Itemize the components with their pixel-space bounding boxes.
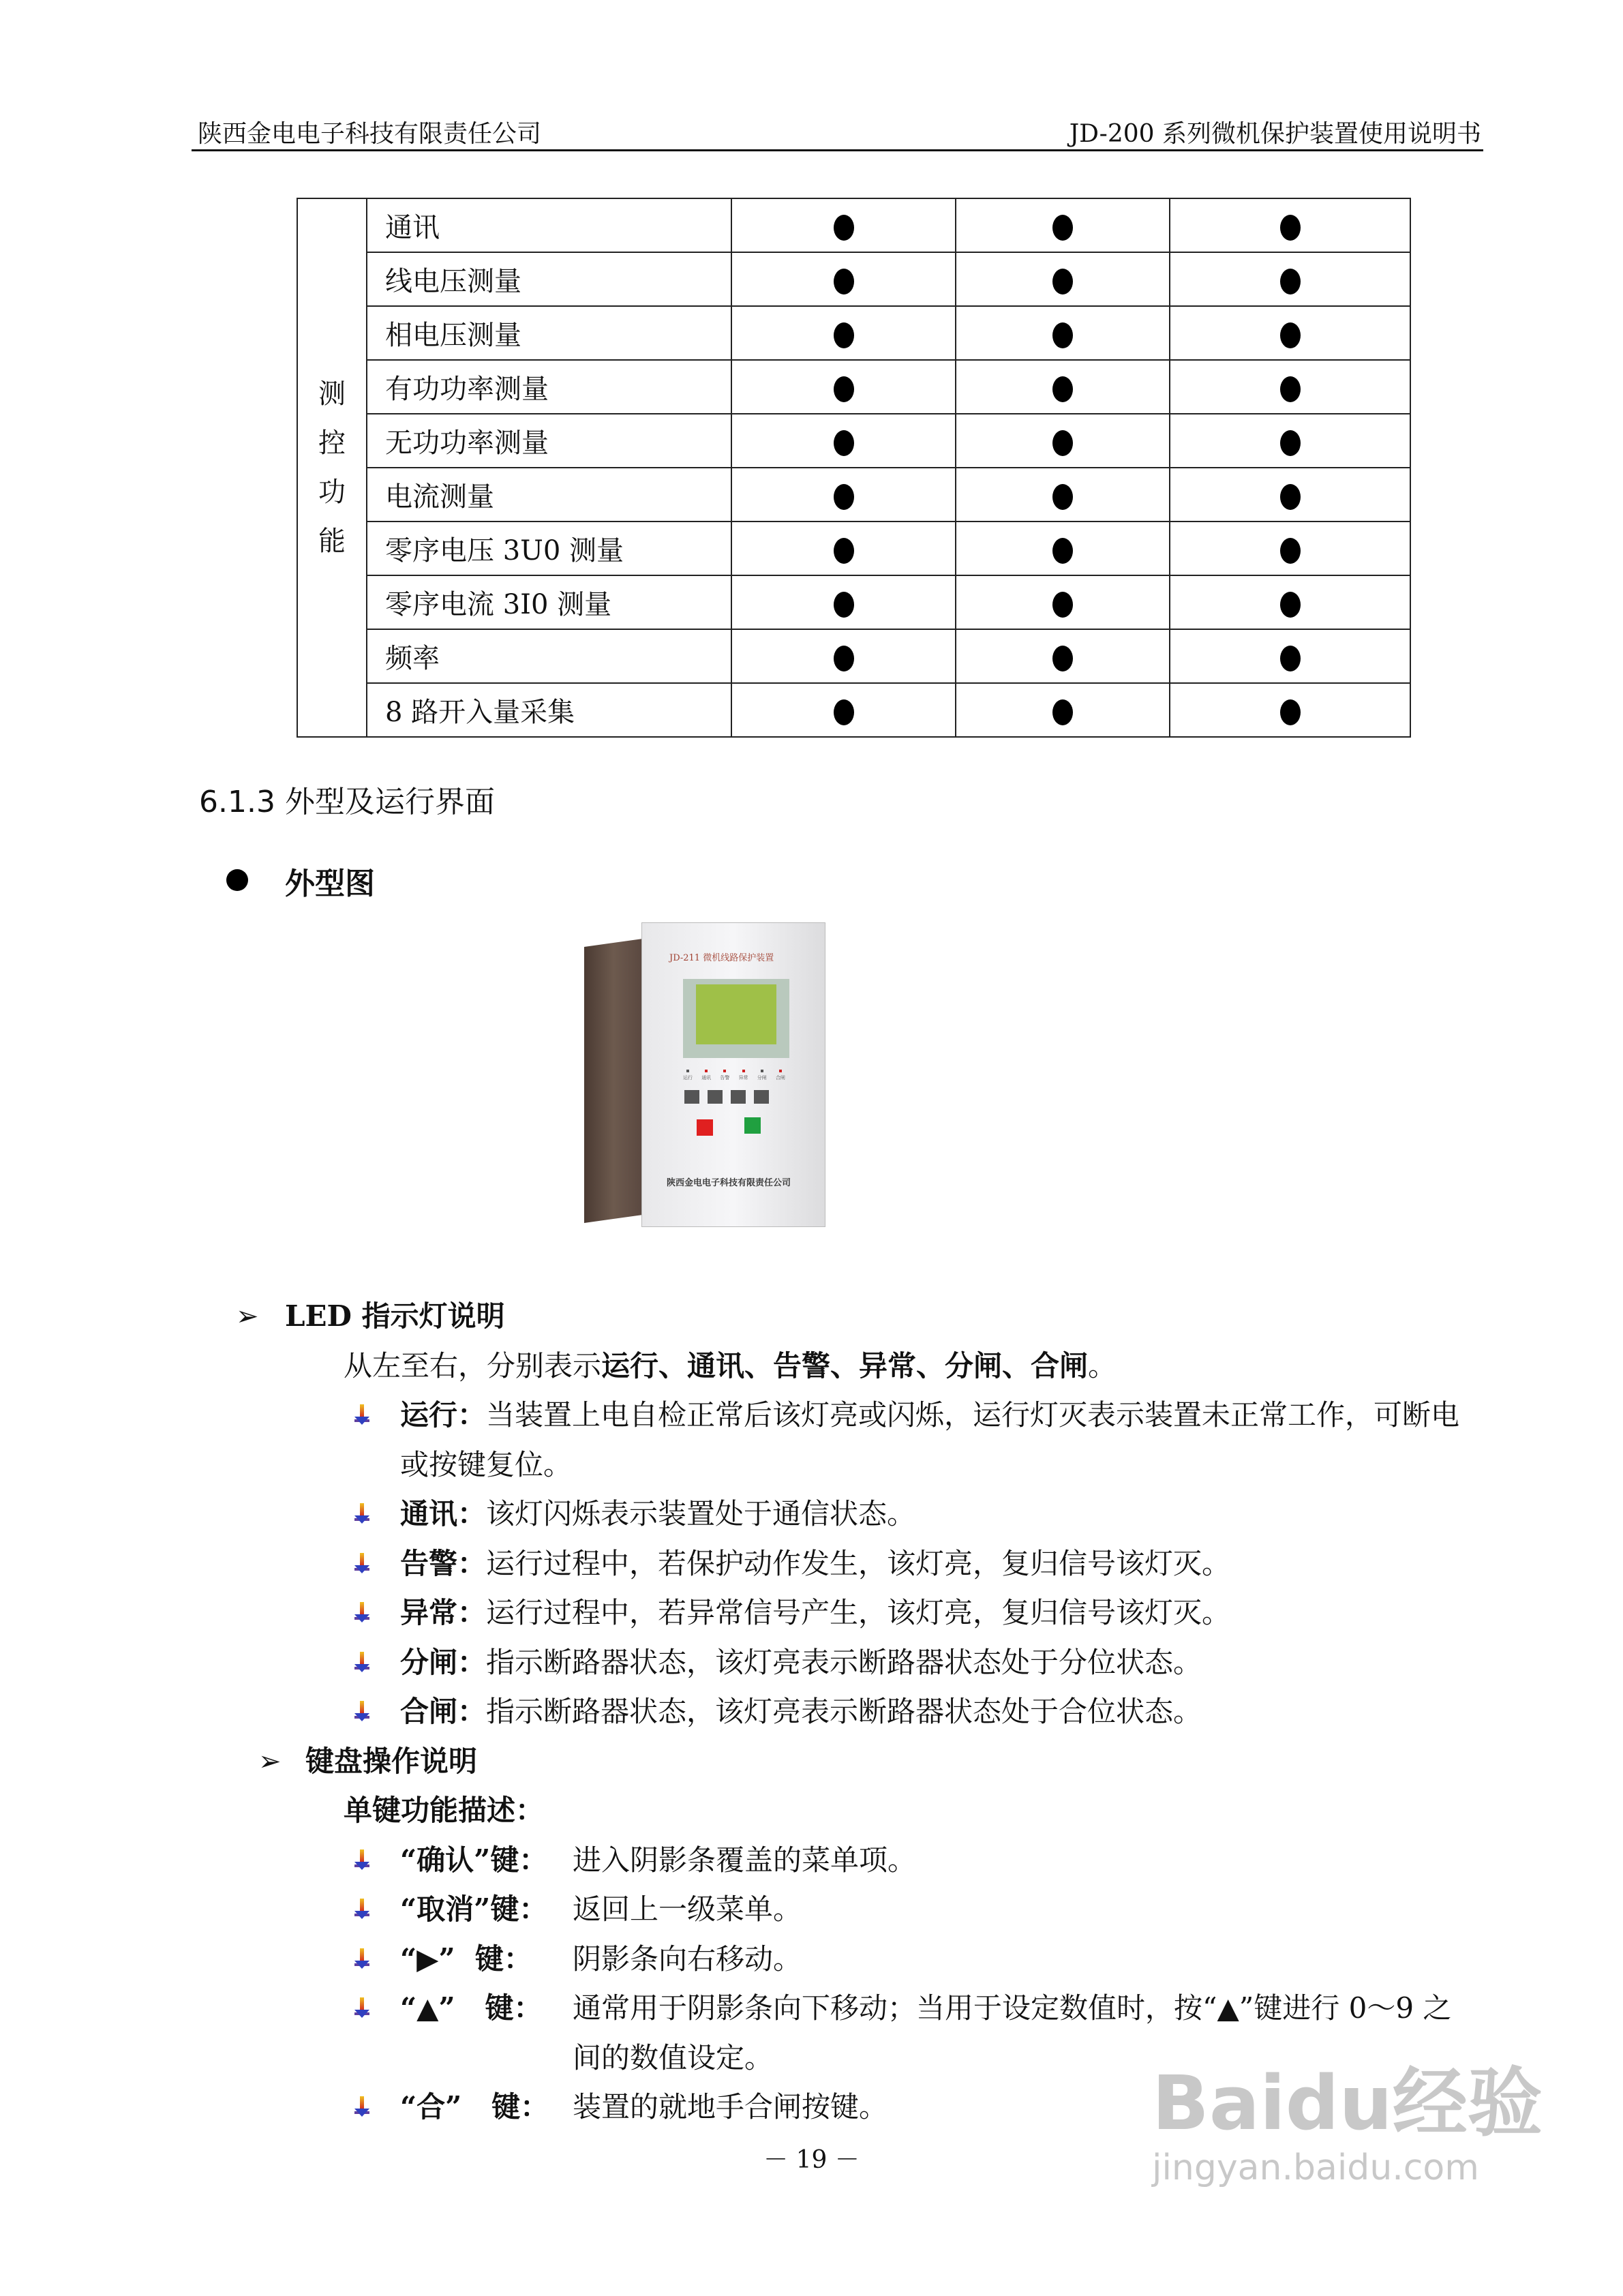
support-cell [956,629,1170,683]
support-cell [731,522,956,575]
key-label: “▲” 键： [400,1991,543,2025]
led-item-continuation [400,1440,572,1490]
supported-dot-icon [834,322,854,348]
header-manual-title: JD-200 系列微机保护装置使用说明书 [1069,120,1481,148]
bullet-arrow-icon [354,1602,369,1625]
key-label: “确认”键： [400,1843,548,1877]
table-row [297,575,1410,629]
supported-dot-icon [834,430,854,456]
table-row [297,306,1410,360]
feature-name: 8 路开入量采集 [367,683,731,737]
support-cell [1170,414,1410,468]
supported-dot-icon [1052,699,1073,725]
table-row [297,522,1410,575]
support-cell [956,360,1170,414]
led-icon [686,1070,689,1072]
arrow-bullet-icon: ➢ [258,1745,282,1777]
led-label: 分闸 [757,1075,767,1081]
led-label: 合闸 [775,1075,785,1081]
supported-dot-icon [1052,646,1073,671]
table-row [297,468,1410,522]
bullet-arrow-icon [354,1652,369,1675]
key-item [400,1836,916,1885]
support-cell [956,306,1170,360]
led-heading-line [236,1292,505,1341]
device-model-label: JD-211 微机线路保护装置 [669,953,774,963]
intro-text: 从左至右，分别表示 [344,1348,602,1383]
key-item [400,2083,888,2132]
led-item-text: 运行过程中，若异常信号产生，该灯亮，复归信号该灯灭。 [486,1596,1231,1629]
support-cell [956,198,1170,252]
feature-name: 电流测量 [367,468,731,522]
trip-button[interactable] [697,1119,713,1136]
keys-heading-line [258,1737,477,1786]
feature-name: 线电压测量 [367,252,731,306]
supported-dot-icon [1280,269,1301,294]
table-row [297,683,1410,737]
support-cell [956,683,1170,737]
group-label [297,198,367,737]
support-cell [1170,575,1410,629]
supported-dot-icon [834,699,854,725]
table-row [297,360,1410,414]
led-icon [761,1070,763,1072]
support-cell [956,575,1170,629]
support-cell [956,414,1170,468]
key-item [400,1984,1451,2033]
key-item [400,1935,802,1984]
bullet-icon [226,869,248,891]
intro-suffix: 。 [1088,1348,1117,1383]
feature-name: 频率 [367,629,731,683]
support-cell [956,252,1170,306]
led-indicator [776,1070,785,1081]
led-item-label: 通讯： [400,1497,487,1530]
key-label: “▶” 键： [400,1942,532,1976]
close-button[interactable] [744,1117,761,1134]
table-row [297,629,1410,683]
bullet-arrow-icon [354,1503,369,1526]
led-label: 通讯 [701,1075,712,1081]
key-desc-cont: 间的数值设定。 [573,2040,774,2074]
support-cell [1170,522,1410,575]
led-indicator [701,1070,711,1081]
led-item-label: 异常： [400,1596,487,1629]
supported-dot-icon [1052,430,1073,456]
arrow-bullet-icon: ➢ [236,1301,259,1332]
device-photo [580,922,826,1228]
key-item-continuation [573,2034,773,2083]
support-cell [956,522,1170,575]
bullet-arrow-icon [354,1701,369,1724]
bullet-arrow-icon [354,1404,369,1428]
baidu-watermark [1152,2059,1561,2263]
supported-dot-icon [1280,699,1301,725]
led-label: 运行 [683,1075,693,1081]
page-number: － 19 － [763,2146,860,2174]
support-cell [731,306,956,360]
table-row [297,198,1410,252]
led-item-label: 合闸： [400,1695,487,1728]
supported-dot-icon [834,484,854,510]
supported-dot-icon [1280,376,1301,402]
supported-dot-icon [834,269,854,294]
supported-dot-icon [1280,484,1301,510]
feature-name: 通讯 [367,198,731,252]
bullet-arrow-icon [354,1899,369,1922]
key-desc: 进入阴影条覆盖的菜单项。 [573,1843,917,1877]
led-icon [779,1070,782,1072]
up-key[interactable] [708,1090,723,1104]
key-desc: 装置的就地手合闸按键。 [573,2090,888,2124]
keys-subheading-line [344,1786,544,1835]
led-intro [344,1342,1117,1391]
supported-dot-icon [1280,592,1301,618]
header-divider [192,149,1483,151]
support-cell [731,198,956,252]
key-label: “取消”键： [400,1892,548,1926]
group-char: 功 [318,477,346,508]
support-cell [1170,306,1410,360]
key-desc: 返回上一级菜单。 [573,1892,802,1926]
keys-subheading: 单键功能描述： [344,1794,545,1827]
key-desc: 阴影条向右移动。 [573,1942,802,1976]
intro-bold: 运行、通讯、告警、异常、分闸、合闸 [601,1348,1089,1383]
led-item-text: 指示断路器状态，该灯亮表示断路器状态处于合位状态。 [486,1695,1202,1728]
led-indicator [739,1070,748,1081]
led-item-text: 运行过程中，若保护动作发生，该灯亮，复归信号该灯灭。 [486,1546,1231,1580]
section-heading: 6.1.3 外型及运行界面 [199,785,495,819]
supported-dot-icon [1280,430,1301,456]
bullet-arrow-icon [354,1948,369,1972]
led-label: 告警 [720,1075,730,1081]
table-row [297,414,1410,468]
group-char: 能 [318,526,346,557]
supported-dot-icon [1052,376,1073,402]
led-indicator [720,1070,729,1081]
bullet-arrow-icon [354,2096,369,2119]
supported-dot-icon [1280,322,1301,348]
lcd-bezel [683,979,789,1058]
led-item [400,1539,1230,1588]
feature-table [297,198,1411,738]
led-indicator [757,1070,767,1081]
header-company: 陕西金电电子科技有限责任公司 [198,120,542,148]
led-item-text: 该灯闪烁表示装置处于通信状态。 [486,1497,916,1530]
table-row [297,252,1410,306]
supported-dot-icon [834,376,854,402]
led-item [400,1638,1202,1687]
support-cell [1170,629,1410,683]
bullet-arrow-icon [354,1553,369,1576]
led-item-cont: 或按键复位。 [400,1447,573,1481]
led-heading: LED 指示灯说明 [285,1299,505,1333]
lcd-screen [696,984,776,1044]
cancel-key[interactable] [754,1090,769,1104]
key-label: “合” 键： [400,2090,549,2124]
led-item-label: 分闸： [400,1645,487,1679]
right-key[interactable] [684,1090,699,1104]
confirm-key[interactable] [731,1090,746,1104]
device-side-panel [584,939,643,1223]
support-cell [731,414,956,468]
bullet-arrow-icon [354,1849,369,1873]
appearance-label: 外型图 [285,866,375,901]
led-label: 异常 [738,1075,748,1081]
support-cell [731,629,956,683]
led-item [400,1490,915,1539]
feature-name: 有功功率测量 [367,360,731,414]
led-indicator [683,1070,693,1081]
supported-dot-icon [834,215,854,241]
group-char: 控 [318,427,346,459]
led-icon [723,1070,726,1072]
led-icon [705,1070,708,1072]
support-cell [731,468,956,522]
key-desc: 通常用于阴影条向下移动；当用于设定数值时，按“▲”键进行 0～9 之 [573,1991,1452,2025]
supported-dot-icon [1280,646,1301,671]
supported-dot-icon [1052,592,1073,618]
feature-name: 零序电压 3U0 测量 [367,522,731,575]
watermark-url: jingyan.baidu.com [1152,2147,1479,2188]
key-item [400,1885,802,1934]
support-cell [731,360,956,414]
device-front-panel [641,922,825,1227]
feature-name: 零序电流 3I0 测量 [367,575,731,629]
led-item [400,1687,1202,1736]
support-cell [1170,683,1410,737]
supported-dot-icon [834,538,854,564]
bullet-arrow-icon [354,1997,369,2021]
keys-heading: 键盘操作说明 [305,1744,478,1778]
device-company-label: 陕西金电电子科技有限责任公司 [667,1178,791,1188]
support-cell [1170,252,1410,306]
supported-dot-icon [1280,215,1301,241]
led-item-label: 运行： [400,1398,487,1432]
supported-dot-icon [1052,269,1073,294]
support-cell [1170,198,1410,252]
supported-dot-icon [1052,215,1073,241]
led-icon [742,1070,745,1072]
supported-dot-icon [834,646,854,671]
supported-dot-icon [1052,484,1073,510]
support-cell [731,575,956,629]
led-item-text: 当装置上电自检正常后该灯亮或闪烁，运行灯灭表示装置未正常工作，可断电 [486,1398,1460,1432]
supported-dot-icon [834,592,854,618]
support-cell [956,468,1170,522]
support-cell [731,252,956,306]
feature-name: 相电压测量 [367,306,731,360]
led-item [400,1391,1459,1440]
led-item-label: 告警： [400,1546,487,1580]
supported-dot-icon [1052,538,1073,564]
watermark-brand: Baidu经验 [1152,2059,1543,2147]
support-cell [731,683,956,737]
supported-dot-icon [1280,538,1301,564]
led-item [400,1588,1230,1637]
feature-name: 无功功率测量 [367,414,731,468]
group-char: 测 [318,378,346,410]
support-cell [1170,468,1410,522]
supported-dot-icon [1052,322,1073,348]
led-item-text: 指示断路器状态，该灯亮表示断路器状态处于分位状态。 [486,1645,1202,1679]
support-cell [1170,360,1410,414]
